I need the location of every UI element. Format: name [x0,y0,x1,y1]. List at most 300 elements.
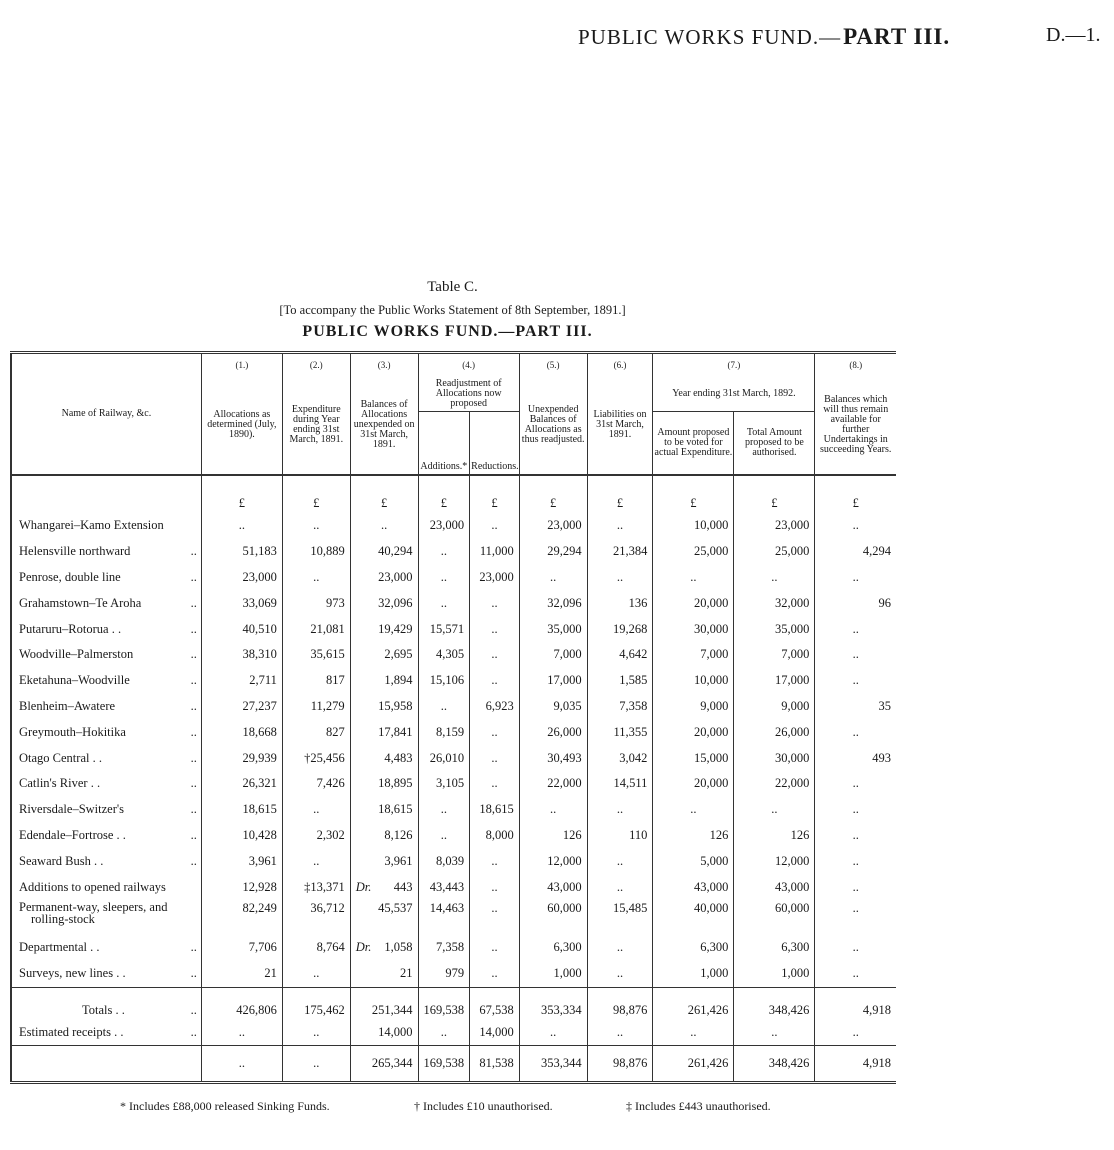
cell-unexpended: 126 [519,823,587,849]
cell-amount-voted: 30,000 [653,616,734,642]
cell-allocations: 21 [201,961,282,987]
cell-balance-remaining: .. [815,823,896,849]
cell-expenditure: .. [282,961,350,987]
cell-liabilities: .. [587,797,653,823]
cell-unexpended: 6,300 [519,935,587,961]
cell-liabilities: 3,042 [587,745,653,771]
cell-unexpended: 43,000 [519,874,587,900]
net-additions: 169,538 [418,1045,470,1082]
cell-reductions: .. [470,745,520,771]
cell-balance-remaining: 4,294 [815,539,896,565]
table-row [11,823,896,849]
railway-name: Woodville–Palmerston [19,647,134,662]
cell-amount-voted: .. [653,797,734,823]
railway-name: Greymouth–Hokitika [19,724,126,739]
cell-balance-remaining: 493 [815,745,896,771]
table-row [11,513,896,539]
railway-name: Catlin's River . . [19,776,101,791]
table-row [11,874,896,900]
cell-total-authorised: 32,000 [734,590,815,616]
currency-symbol: £ [201,475,282,513]
header-unexpended: Unexpended Balances of Allocations as thus readjusted. [519,377,587,476]
cell-total-authorised: 35,000 [734,616,815,642]
cell-total-authorised: 126 [734,823,815,849]
total-unexpended: 353,334 [519,987,587,1021]
leader-dots: .. [187,725,197,740]
running-head-part: PART III. [843,24,951,49]
currency-symbol: £ [587,475,653,513]
table-row [11,616,896,642]
cell-balances-value: 443 [393,879,413,894]
cell-balances: 21 [350,961,418,987]
cell-expenditure: .. [282,513,350,539]
table-row [11,590,896,616]
page-ref: D.—1. [1046,24,1101,46]
totals-row [11,987,896,1021]
cell-amount-voted: 20,000 [653,771,734,797]
cell-allocations: 18,615 [201,797,282,823]
leader-dots: .. [187,828,197,843]
currency-symbol: £ [653,475,734,513]
cell-amount-voted: 20,000 [653,590,734,616]
net-unexpended: 353,344 [519,1045,587,1082]
cell-total-authorised: 60,000 [734,900,815,935]
cell-balance-remaining: .. [815,771,896,797]
currency-symbol: £ [282,475,350,513]
leader-dots: .. [187,622,197,637]
cell-expenditure: 21,081 [282,616,350,642]
cell-reductions: .. [470,900,520,935]
cell-reductions: .. [470,961,520,987]
cell-balances: 17,841 [350,719,418,745]
est-balance-remaining: .. [815,1021,896,1046]
cell-expenditure: 10,889 [282,539,350,565]
cell-unexpended: 17,000 [519,668,587,694]
railway-name: Seaward Bush . . [19,853,104,868]
cell-additions: 8,159 [418,719,470,745]
table-row [11,565,896,591]
cell-unexpended: .. [519,565,587,591]
cell-reductions: 23,000 [470,565,520,591]
cell-balances: 45,537 [350,900,418,935]
cell-total-authorised: 1,000 [734,961,815,987]
est-reductions: 14,000 [470,1021,520,1046]
cell-allocations: 29,939 [201,745,282,771]
est-additions: .. [418,1021,470,1046]
cell-liabilities: 136 [587,590,653,616]
total-allocations: 426,806 [201,987,282,1021]
cell-reductions: 8,000 [470,823,520,849]
railway-name: Helensville northward [19,544,131,559]
cell-reductions: 18,615 [470,797,520,823]
cell-total-authorised: 26,000 [734,719,815,745]
leader-dots: .. [187,1003,197,1018]
cell-additions: 23,000 [418,513,470,539]
railway-name: Penrose, double line [19,569,121,584]
cell-total-authorised: 6,300 [734,935,815,961]
cell-expenditure: 2,302 [282,823,350,849]
cell-amount-voted: 43,000 [653,874,734,900]
cell-allocations: 23,000 [201,565,282,591]
cell-total-authorised: 25,000 [734,539,815,565]
col-number-4: (4.) [418,353,519,377]
cell-expenditure: †25,456 [282,745,350,771]
cell-amount-voted: 9,000 [653,694,734,720]
currency-symbol: £ [519,475,587,513]
cell-balances: 23,000 [350,565,418,591]
cell-liabilities: 19,268 [587,616,653,642]
cell-allocations: 12,928 [201,874,282,900]
cell-liabilities: .. [587,935,653,961]
cell-unexpended: 32,096 [519,590,587,616]
cell-reductions: .. [470,668,520,694]
cell-balances: 18,615 [350,797,418,823]
cell-liabilities: 15,485 [587,900,653,935]
cell-balance-remaining: 35 [815,694,896,720]
cell-reductions: 11,000 [470,539,520,565]
total-expenditure: 175,462 [282,987,350,1021]
col-number-6: (6.) [587,353,653,377]
footnote-ten-pounds: † Includes £10 unauthorised. [414,1099,553,1113]
debit-prefix: Dr. [355,940,372,955]
cell-allocations: 51,183 [201,539,282,565]
cell-unexpended: 12,000 [519,848,587,874]
cell-balance-remaining: .. [815,719,896,745]
cell-additions: .. [418,694,470,720]
total-amount-voted: 261,426 [653,987,734,1021]
cell-amount-voted: 15,000 [653,745,734,771]
leader-dots: .. [187,802,197,817]
cell-balance-remaining: .. [815,513,896,539]
cell-total-authorised: 9,000 [734,694,815,720]
cell-reductions: .. [470,513,520,539]
col-number-7: (7.) [653,353,815,377]
cell-liabilities: 110 [587,823,653,849]
cell-additions: 43,443 [418,874,470,900]
cell-balances [350,935,418,961]
cell-amount-voted: 25,000 [653,539,734,565]
cell-balances: 4,483 [350,745,418,771]
cell-total-authorised: 12,000 [734,848,815,874]
cell-expenditure: .. [282,565,350,591]
leader-dots: .. [187,940,197,955]
header-total-authorised: Total Amount proposed to be authorised. [734,411,815,475]
cell-unexpended: 23,000 [519,513,587,539]
leader-dots: .. [187,751,197,766]
railway-name-continued: rolling-stock [31,911,95,926]
col-number-8: (8.) [815,353,896,377]
cell-liabilities: .. [587,848,653,874]
cell-total-authorised: 43,000 [734,874,815,900]
railway-name: Departmental . . [19,940,100,955]
total-authorised: 348,426 [734,987,815,1021]
table-row [11,539,896,565]
cell-expenditure: 11,279 [282,694,350,720]
railway-name: Eketahuna–Woodville [19,673,130,688]
cell-expenditure: 8,764 [282,935,350,961]
cell-allocations: 7,706 [201,935,282,961]
railway-name: Whangarei–Kamo Extension [19,518,164,533]
cell-additions: .. [418,590,470,616]
cell-unexpended: 26,000 [519,719,587,745]
cell-allocations: 18,668 [201,719,282,745]
estimated-receipts-row [11,1021,896,1046]
header-liabilities: Liabilities on 31st March, 1891. [587,377,653,476]
header-name: Name of Railway, &c. [11,353,201,476]
cell-liabilities: .. [587,565,653,591]
leader-dots: .. [187,544,197,559]
table-row [11,961,896,987]
cell-balance-remaining: .. [815,900,896,935]
cell-additions: 8,039 [418,848,470,874]
cell-balances [350,874,418,900]
table-row [11,797,896,823]
cell-balance-remaining: .. [815,642,896,668]
cell-balance-remaining: .. [815,797,896,823]
header-year-ending: Year ending 31st March, 1892. [653,377,815,412]
cell-allocations: 82,249 [201,900,282,935]
cell-allocations: 2,711 [201,668,282,694]
cell-allocations: 33,069 [201,590,282,616]
cell-balance-remaining: .. [815,874,896,900]
cell-reductions: .. [470,642,520,668]
railway-name: Permanent-way, sleepers, and [19,899,168,914]
table-title: Table C. [427,279,478,295]
totals-label: Totals . . [82,1002,125,1017]
net-liabilities: 98,876 [587,1045,653,1082]
leader-dots: .. [187,1025,197,1040]
cell-balances: 1,894 [350,668,418,694]
cell-liabilities: 1,585 [587,668,653,694]
table-subtitle: [To accompany the Public Works Statement of 8th September, 1891.] [279,303,626,317]
cell-amount-voted: 5,000 [653,848,734,874]
cell-additions: 979 [418,961,470,987]
cell-liabilities: 21,384 [587,539,653,565]
cell-balance-remaining: .. [815,961,896,987]
est-amount-voted: .. [653,1021,734,1046]
cell-amount-voted: 10,000 [653,513,734,539]
railway-name: Edendale–Fortrose . . [19,827,126,842]
cell-additions: 4,305 [418,642,470,668]
cell-total-authorised: .. [734,797,815,823]
cell-reductions: 6,923 [470,694,520,720]
cell-reductions: .. [470,848,520,874]
cell-amount-voted: 126 [653,823,734,849]
est-balances: 14,000 [350,1021,418,1046]
public-works-table [10,351,896,1084]
railway-name: Otago Central . . [19,750,102,765]
cell-expenditure: 827 [282,719,350,745]
railway-name: Riversdale–Switzer's [19,802,125,817]
cell-additions: 7,358 [418,935,470,961]
cell-unexpended: 30,493 [519,745,587,771]
railway-name: Additions to opened railways [19,879,166,894]
cell-reductions: .. [470,771,520,797]
cell-liabilities: .. [587,874,653,900]
cell-unexpended: .. [519,797,587,823]
net-reductions: 81,538 [470,1045,520,1082]
cell-reductions: .. [470,935,520,961]
total-balances: 251,344 [350,987,418,1021]
cell-amount-voted: .. [653,565,734,591]
railway-name: Grahamstown–Te Aroha [19,595,142,610]
header-allocations: Allocations as determined (July, 1890). [201,377,282,476]
leader-dots: .. [187,570,197,585]
currency-symbol: £ [815,475,896,513]
leader-dots: .. [187,596,197,611]
total-reductions: 67,538 [470,987,520,1021]
cell-balances: 8,126 [350,823,418,849]
header-expenditure: Expenditure during Year ending 31st March, 1891. [282,377,350,476]
table-row [11,900,896,935]
footnote-443-pounds: ‡ Includes £443 unauthorised. [626,1099,771,1113]
cell-liabilities: 4,642 [587,642,653,668]
cell-balances: 15,958 [350,694,418,720]
total-balance-remaining: 4,918 [815,987,896,1021]
currency-symbol: £ [418,475,470,513]
cell-expenditure: 817 [282,668,350,694]
cell-balances: 18,895 [350,771,418,797]
currency-row [11,475,896,513]
leader-dots: .. [187,776,197,791]
cell-allocations: 10,428 [201,823,282,849]
table-row [11,642,896,668]
net-expenditure: .. [282,1045,350,1082]
table-row [11,771,896,797]
cell-allocations: 38,310 [201,642,282,668]
cell-additions: 14,463 [418,900,470,935]
cell-total-authorised: 30,000 [734,745,815,771]
cell-balance-remaining: 96 [815,590,896,616]
cell-additions: 26,010 [418,745,470,771]
cell-expenditure: 7,426 [282,771,350,797]
cell-balances: 40,294 [350,539,418,565]
table-row [11,668,896,694]
header-amount-voted: Amount proposed to be voted for actual Expenditure. [653,411,734,475]
cell-expenditure: ‡13,371 [282,874,350,900]
cell-liabilities: .. [587,513,653,539]
cell-reductions: .. [470,590,520,616]
railway-name: Blenheim–Awatere [19,698,116,713]
leader-dots: .. [187,966,197,981]
net-allocations: .. [201,1045,282,1082]
net-balances: 265,344 [350,1045,418,1082]
table-row [11,848,896,874]
col-number-2: (2.) [282,353,350,377]
cell-allocations: 3,961 [201,848,282,874]
cell-balance-remaining: .. [815,935,896,961]
col-number-5: (5.) [519,353,587,377]
est-allocations: .. [201,1021,282,1046]
cell-allocations: .. [201,513,282,539]
railway-name: Surveys, new lines . . [19,966,126,981]
cell-additions: .. [418,797,470,823]
total-liabilities: 98,876 [587,987,653,1021]
debit-prefix: Dr. [355,879,372,894]
cell-liabilities: 11,355 [587,719,653,745]
currency-symbol: £ [470,475,520,513]
table-heading: PUBLIC WORKS FUND.—PART III. [302,323,593,340]
cell-unexpended: 9,035 [519,694,587,720]
net-totals-row [11,1045,896,1082]
cell-balances-value: 1,058 [384,940,413,955]
cell-reductions: .. [470,874,520,900]
table-row [11,694,896,720]
cell-balance-remaining: .. [815,616,896,642]
net-amount-voted: 261,426 [653,1045,734,1082]
cell-balances: 3,961 [350,848,418,874]
cell-amount-voted: 7,000 [653,642,734,668]
cell-expenditure: 973 [282,590,350,616]
est-liabilities: .. [587,1021,653,1046]
cell-balances: .. [350,513,418,539]
cell-balance-remaining: .. [815,565,896,591]
cell-balances: 32,096 [350,590,418,616]
cell-amount-voted: 10,000 [653,668,734,694]
footnote-sinking-funds: * Includes £88,000 released Sinking Funds. [120,1099,330,1113]
est-authorised: .. [734,1021,815,1046]
cell-total-authorised: 7,000 [734,642,815,668]
cell-total-authorised: 17,000 [734,668,815,694]
estimated-receipts-label: Estimated receipts . . [19,1025,124,1040]
cell-additions: 15,571 [418,616,470,642]
cell-liabilities: 7,358 [587,694,653,720]
header-reductions: Reductions. [470,411,520,475]
cell-total-authorised: .. [734,565,815,591]
est-unexpended: .. [519,1021,587,1046]
cell-total-authorised: 23,000 [734,513,815,539]
net-authorised: 348,426 [734,1045,815,1082]
cell-expenditure: 36,712 [282,900,350,935]
cell-expenditure: 35,615 [282,642,350,668]
cell-liabilities: .. [587,961,653,987]
cell-amount-voted: 6,300 [653,935,734,961]
cell-reductions: .. [470,616,520,642]
header-balances-remaining: Balances which will thus remain available for further Undertakings in succeeding Years. [815,377,896,476]
leader-dots: .. [187,673,197,688]
cell-amount-voted: 1,000 [653,961,734,987]
header-additions: Additions.* [418,411,470,475]
cell-unexpended: 29,294 [519,539,587,565]
running-head [578,24,950,50]
col-number-3: (3.) [350,353,418,377]
header-balances: Balances of Allocations unexpended on 31st March, 1891. [350,377,418,476]
cell-additions: .. [418,565,470,591]
cell-unexpended: 60,000 [519,900,587,935]
cell-expenditure: .. [282,797,350,823]
total-additions: 169,538 [418,987,470,1021]
cell-unexpended: 1,000 [519,961,587,987]
header-readjustment: Readjustment of Allocations now proposed [418,377,519,412]
cell-unexpended: 22,000 [519,771,587,797]
currency-symbol: £ [734,475,815,513]
cell-liabilities: 14,511 [587,771,653,797]
cell-balance-remaining: .. [815,668,896,694]
est-expenditure: .. [282,1021,350,1046]
col-number-1: (1.) [201,353,282,377]
table-row [11,719,896,745]
cell-additions: .. [418,539,470,565]
leader-dots: .. [187,699,197,714]
cell-amount-voted: 20,000 [653,719,734,745]
cell-allocations: 40,510 [201,616,282,642]
cell-expenditure: .. [282,848,350,874]
cell-balances: 19,429 [350,616,418,642]
running-head-text: PUBLIC WORKS FUND.— [578,25,842,49]
table-row [11,745,896,771]
cell-total-authorised: 22,000 [734,771,815,797]
cell-additions: 15,106 [418,668,470,694]
